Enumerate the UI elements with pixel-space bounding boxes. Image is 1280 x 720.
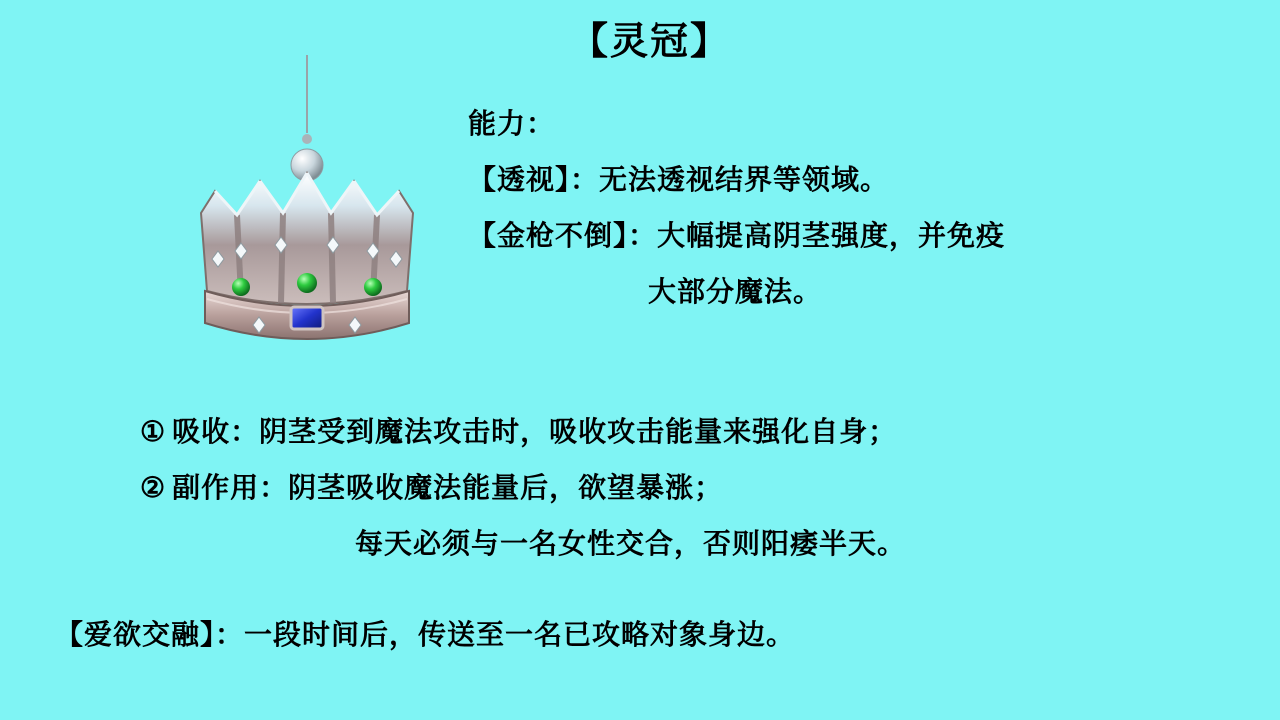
ability-heading: 能力： xyxy=(468,107,556,140)
list-text-1: 吸收：阴茎受到魔法攻击时，吸收攻击能量来强化自身； xyxy=(172,415,898,448)
effects-list xyxy=(140,404,1260,572)
list-marker-2: ② xyxy=(140,471,167,504)
ability-item-3: 大部分魔法。 xyxy=(648,275,823,308)
ability-item-1: 【透视】：无法透视结界等领域。 xyxy=(468,163,890,196)
crown-image xyxy=(155,55,455,355)
ability-block xyxy=(468,96,1268,320)
crown-icon xyxy=(155,55,455,355)
page-title: 【灵冠】 xyxy=(569,18,730,63)
list-text-3: 每天必须与一名女性交合，否则阳痿半天。 xyxy=(355,527,907,560)
ability-item-2: 【金枪不倒】：大幅提高阴茎强度，并免疫 xyxy=(468,219,1006,252)
list-item xyxy=(140,460,1260,516)
list-marker-1: ① xyxy=(140,415,167,448)
list-item xyxy=(140,404,1260,460)
footer-note: 【爱欲交融】：一段时间后，传送至一名已攻略对象身边。 xyxy=(55,618,796,651)
list-text-2: 副作用：阴茎吸收魔法能量后，欲望暴涨； xyxy=(172,471,724,504)
list-item-sub xyxy=(140,516,1260,572)
